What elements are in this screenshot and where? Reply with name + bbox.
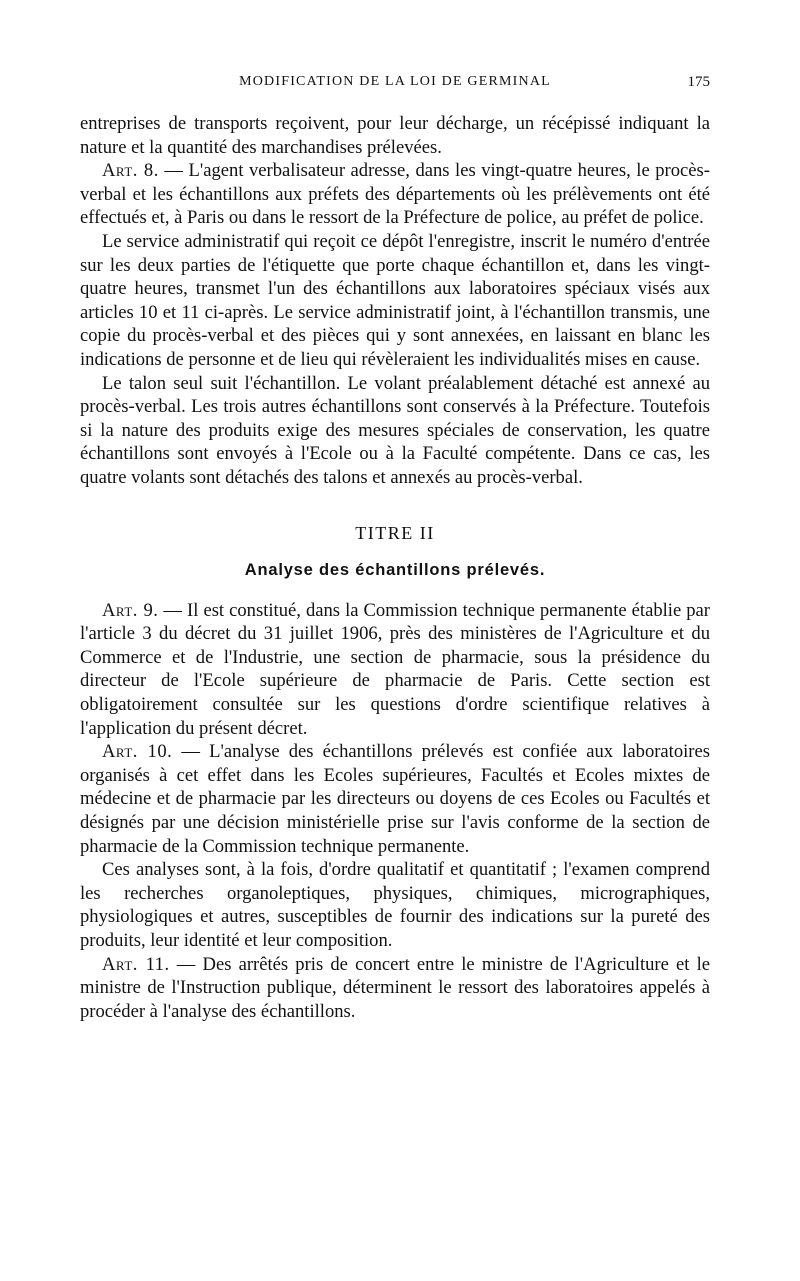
paragraph-text: entreprises de transports reçoivent, pour leur décharge, un récépissé indiquant la nature et la quantité des marchandises prélevées.: [80, 113, 710, 158]
page-number: 175: [687, 74, 710, 90]
article-paragraph: [80, 953, 710, 1024]
paragraph-text: — L'analyse des échantillons prélevés est confiée aux laboratoires organisés à cet effet dans les Ecoles supérieures, Facultés et Ecoles mixtes de médecine et de pharmacie par les directeurs ou doyens de ces Ecoles ou Facultés et désignés par une décision ministérielle prise sur l'avis conforme de la section de pharmacie de la Commission technique permanente.: [80, 741, 710, 857]
section-title: TITRE II: [355, 522, 435, 543]
paragraph-text: Ces analyses sont, à la fois, d'ordre qualitatif et quantitatif ; l'examen comprend les recherches organoleptiques, physiques, chimiques, micrographiques, physiologiques et autres, susceptibles de fournir des indications sur la pureté des produits, leur identité et leur composition.: [80, 859, 710, 951]
paragraph: [80, 372, 710, 490]
paragraph-text: — Il est constitué, dans la Commission technique permanente établie par l'article 3 du décret du 31 juillet 1906, près des ministères de l'Agriculture et du Commerce et de l'Industrie, une section de pharmacie, sous la présidence du directeur de l'Ecole supérieure de pharmacie de Paris. Cette section est obligatoirement consultée sur les questions d'ordre scientifique relatives à l'application du présent décret.: [80, 599, 710, 739]
body-text: [80, 112, 710, 1023]
paragraph-text: Le service administratif qui reçoit ce dépôt l'enregistre, inscrit le numéro d'entrée sur les deux parties de l'étiquette que porte chaque échantillon et, dans les vingt-quatre heures, transmet l'un des échantillons aux laboratoires spéciaux visés aux articles 10 et 11 ci-après. Le service administratif joint, à l'échantillon transmis, une copie du procès-verbal et des pièces qui y sont annexées, en laissant en blanc les indications de personne et de lieu qui révèleraient les individualités mises en cause.: [80, 230, 710, 370]
paragraph-text: Le talon seul suit l'échantillon. Le volant préalablement détaché est annexé au procès-verbal. Les trois autres échantillons sont conservés à la Préfecture. Toutefois si la nature des produits exige des mesures spéciales de conservation, les quatre échantillons sont envoyés à l'Ecole ou à la Faculté compétente. Dans ce cas, les quatre volants sont détachés des talons et annexés au procès-verbal.: [80, 372, 710, 488]
article-label: Art. 11.: [102, 953, 170, 975]
paragraph: [80, 230, 710, 372]
running-head: [80, 74, 710, 96]
article-label: Art. 8.: [102, 160, 159, 182]
paragraph-text: — L'agent verbalisateur adresse, dans les vingt-quatre heures, le procès-verbal et les échantillons aux préfets des départements où les prélèvements ont été effectués et, à Paris ou dans le ressort de la Préfecture de police, au préfet de police.: [80, 160, 710, 229]
article-label: Art. 9.: [102, 599, 159, 621]
paragraph: [80, 112, 710, 159]
article-paragraph: [80, 740, 710, 858]
running-title: MODIFICATION DE LA LOI DE GERMINAL: [239, 74, 551, 89]
paragraph-text: — Des arrêtés pris de concert entre le ministre de l'Agriculture et le ministre de l'Instruction publique, déterminent le ressort des laboratoires appelés à procéder à l'analyse des échantillons.: [80, 953, 711, 1022]
section-subtitle: Analyse des échantillons prélevés.: [244, 561, 546, 580]
article-paragraph: [80, 599, 710, 741]
paragraph: [80, 858, 710, 952]
article-label: Art. 10.: [102, 741, 173, 763]
article-paragraph: [80, 159, 710, 230]
